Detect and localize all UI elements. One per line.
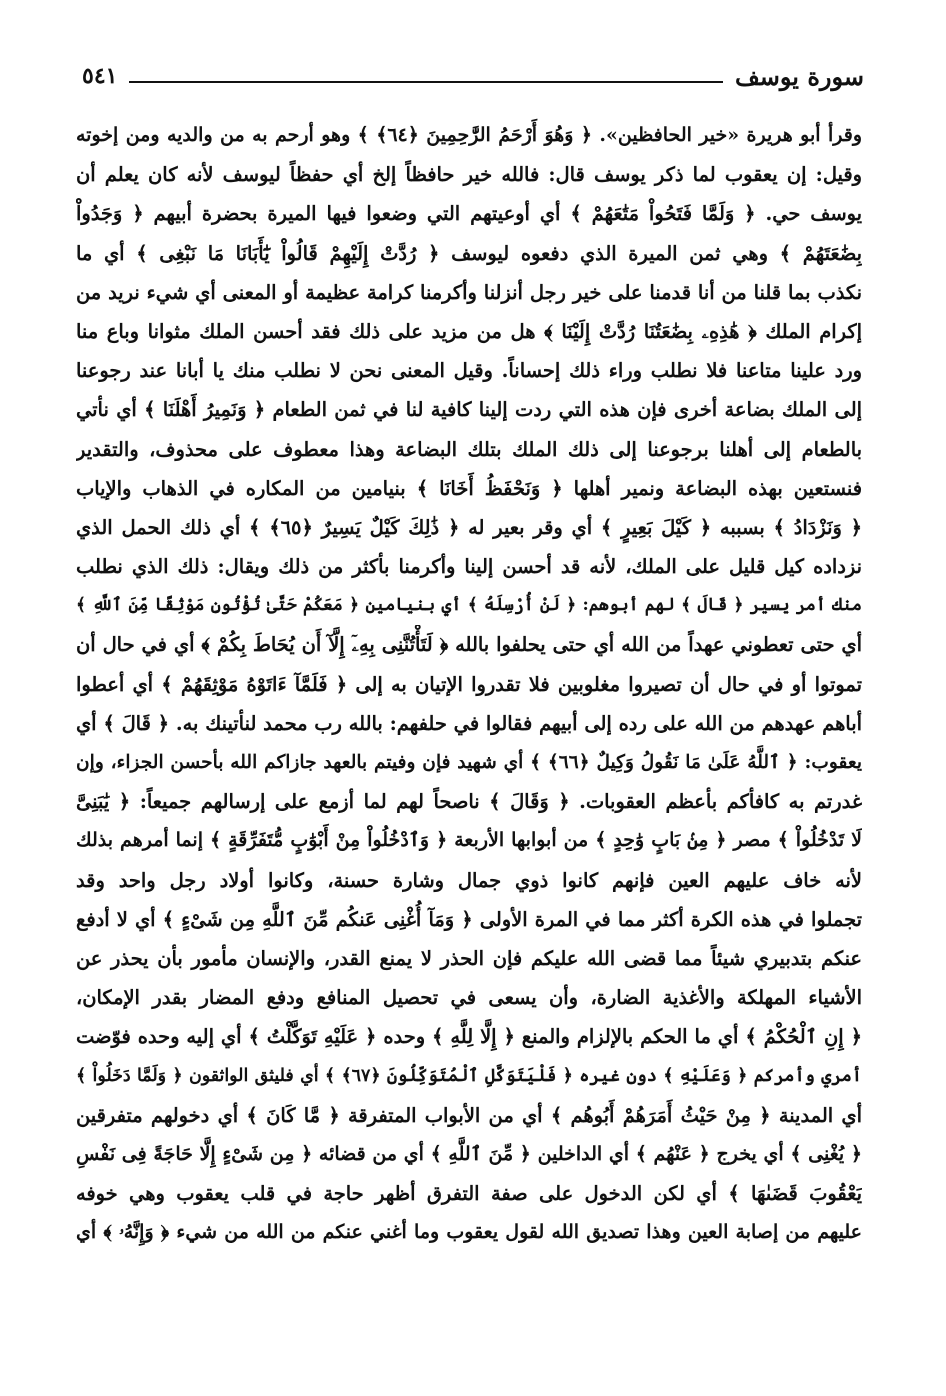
- text-line: لأنه خاف عليهم العين فإنهم كانوا ذوي جمال وشارة حسنة، وكانوا أولاد رجل واحد وقد: [76, 868, 862, 892]
- text-line: نزداده كيل قليل على الملك، لأنه قد أحسن إلينا وأكرمنا بأكثر من ذلك ويقال: ذلك الذي نطلب: [76, 555, 862, 579]
- text-line: غدرتم به كافأكم بأعظم العقوبات. ﴿ وَقَالَ ﴾ ناصحاً لهم لما أزمع على إرسالهم جميعاً: ﴿ يَٰبَنِىَّ: [76, 790, 862, 814]
- tafsir-text: [76, 116, 862, 1376]
- text-line: أي المدينة ﴿ مِنْ حَيْثُ أَمَرَهُمْ أَبُوهُم ﴾ أي من الأبواب المتفرقة ﴿ مَّا كَانَ ﴾ أي دخولهم متفرقين: [76, 1103, 862, 1127]
- page-number: ٥٤١: [82, 63, 118, 89]
- text-line: تجملوا في هذه الكرة أكثر مما في المرة الأولى ﴿ وَمَآ أُغْنِى عَنكُم مِّنَ ٱللَّهِ مِن شَىْءٍ ﴾ أي لا أدفع: [76, 907, 862, 931]
- text-line: أباهم عهدهم من الله على رده إلى أبيهم فقالوا في حلفهم: بالله رب محمد لنأتينك به. ﴿ قَالَ ﴾ أي: [76, 711, 862, 735]
- text-line: إلى الملك بضاعة أخرى فإن هذه التي ردت إلينا كافية لنا في ثمن الطعام ﴿ وَنَمِيرُ أَهْلَنَا ﴾ أي نأتي: [76, 398, 862, 422]
- header-rule: [129, 81, 722, 83]
- text-line: ﴿ يُغْنِى ﴾ أي يخرج ﴿ عَنْهُم ﴾ أي الداخلين ﴿ مِّنَ ٱللَّهِ ﴾ أي من قضائه ﴿ مِن شَىْءٍ إِلَّا حَاجَةً فِى نَفْسِ: [76, 1142, 862, 1165]
- text-line: يَعْقُوبَ قَضَىٰهَا ﴾ أي لكن الدخول على صفة التفرق أظهر حاجة في قلب يعقوب وهي خوفه: [76, 1182, 862, 1206]
- text-line: وقيل: إن يعقوب لما ذكر يوسف قال: فالله خير حافظاً إلخ أي حفظاً ليوسف لأنه كان يعلم أن: [76, 163, 862, 187]
- text-line: بالطعام إلى أهلنا برجوعنا إلى ذلك الملك بتلك البضاعة وهذا معطوف على محذوف، والتقدير: [76, 437, 862, 461]
- surah-title: سورة يوسف: [734, 61, 864, 91]
- text-line: أي حتى تعطوني عهداً من الله أي حتى يحلفوا بالله ﴿ لَتَأْتُنَّنِى بِهِۦٓ إِلَّآ أَن يُحَاطَ بِكُمْ ﴾ أي في حال أن: [76, 633, 862, 657]
- text-line: ورد علينا متاعنا فلا نطلب وراء ذلك إحساناً. وقيل المعنى نحن لا نطلب منك يا أبانا عند رجوعنا: [76, 359, 862, 383]
- page-header: [82, 58, 864, 94]
- text-line: نكذب بما قلنا من أنا قدمنا على خير رجل أنزلنا وأكرمنا كرامة عظيمة أو المعنى أي شيء نريد من: [76, 280, 862, 304]
- text-line: عليهم من إصابة العين وهذا تصديق الله لقول يعقوب وما أغني عنكم من الله من شيء ﴿ وَإِنَّهُۥ ﴾ أي: [76, 1221, 862, 1244]
- text-line: لَا تَدْخُلُواْ ﴾ مصر ﴿ مِنۢ بَابٍ وَٰحِدٍ ﴾ من أبوابها الأربعة ﴿ وَٱدْخُلُواْ مِنْ أَبْوَٰبٍ مُّتَفَرِّقَةٍ ﴾ إنما أمرهم بذلك: [76, 829, 862, 852]
- text-line: بِضَٰعَتَهُمْ ﴾ وهي ثمن الميرة الذي دفعوه ليوسف ﴿ رُدَّتْ إِلَيْهِمْ قَالُواْ يَٰٓأَبَانَا مَا نَبْغِى ﴾ أي ما: [76, 241, 862, 265]
- text-line: ﴿ إِنِ ٱلْحُكْمُ ﴾ أي ما الحكم بالإلزام والمنع ﴿ إِلَّا لِلَّهِ ﴾ وحده ﴿ عَلَيْهِ تَوَكَّلْتُ ﴾ أي إليه وحده فوّضت: [76, 1025, 862, 1049]
- text-line: ﴿ وَنَزْدَادُ ﴾ بسببه ﴿ كَيْلَ بَعِيرٍ ﴾ أي وقر بعير له ﴿ ذَٰلِكَ كَيْلٌ يَسِيرٌ ﴿٦٥﴾ ﴾ أي ذلك الحمل الذي: [76, 515, 862, 539]
- text-line: وقرأ أبو هريرة «خير الحافظين». ﴿ وَهُوَ أَرْحَمُ الرَّٰحِمِينَ ﴿٦٤﴾ ﴾ وهو أرحم به من والديه ومن إخوته: [76, 124, 862, 146]
- text-line: فنستعين بهذه البضاعة ونمير أهلها ﴿ وَنَحْفَظُ أَخَانَا ﴾ بنيامين من المكاره في الذهاب والإياب: [76, 476, 862, 500]
- text-line: الأشياء المهلكة والأغذية الضارة، وأن يسعى في تحصيل المنافع ودفع المضار بقدر الإمكان،: [76, 986, 862, 1010]
- text-line: عنكم بتدبيري شيئاً مما قضى الله عليكم فإن الحذر لا يمنع القدر، والإنسان مأمور بأن يحذر عن: [76, 946, 862, 970]
- text-line: يوسف حي. ﴿ وَلَمَّا فَتَحُواْ مَتَٰعَهُمْ ﴾ أي أوعيتهم التي وضعوا فيها الميرة بحضرة أبيهم ﴿ وَجَدُواْ: [76, 202, 862, 226]
- text-line: يعقوب: ﴿ ٱللَّهُ عَلَىٰ مَا نَقُولُ وَكِيلٌ ﴿٦٦﴾ ﴾ أي شهيد فإن وفيتم بالعهد جازاكم الله بأحسن الجزاء، وإن: [76, 752, 862, 773]
- text-line: منك أمر يسير ﴿ قَالَ ﴾ لهم أبوهم: ﴿ لَنْ أُرْسِلَهُ ﴾ أي بنيامين ﴿ مَعَكُمْ حَتَّىٰ تُؤْتُونِ مَوْثِقًا مِّنَ ٱللَّهِ ﴾: [76, 595, 862, 616]
- text-line: تموتوا أو في حال أن تصيروا مغلوبين فلا تقدروا الإتيان به إلى ﴿ فَلَمَّآ ءَاتَوْهُ مَوْثِقَهُمْ ﴾ أي أعطوا: [76, 672, 862, 696]
- text-line: أمري وأمركم ﴿ وَعَلَيْهِ ﴾ دون غيره ﴿ فَلْيَتَوَكَّلِ ٱلْمُتَوَكِّلُونَ ﴿٦٧﴾ ﴾ أي فليثق الواثقون ﴿ وَلَمَّا دَخَلُواْ ﴾: [76, 1065, 862, 1086]
- text-line: إكرام الملك ﴿ هَٰذِهِۦ بِضَٰعَتُنَا رُدَّتْ إِلَيْنَا ﴾ هل من مزيد على ذلك فقد أحسن الملك مثوانا وباع منا: [76, 319, 862, 343]
